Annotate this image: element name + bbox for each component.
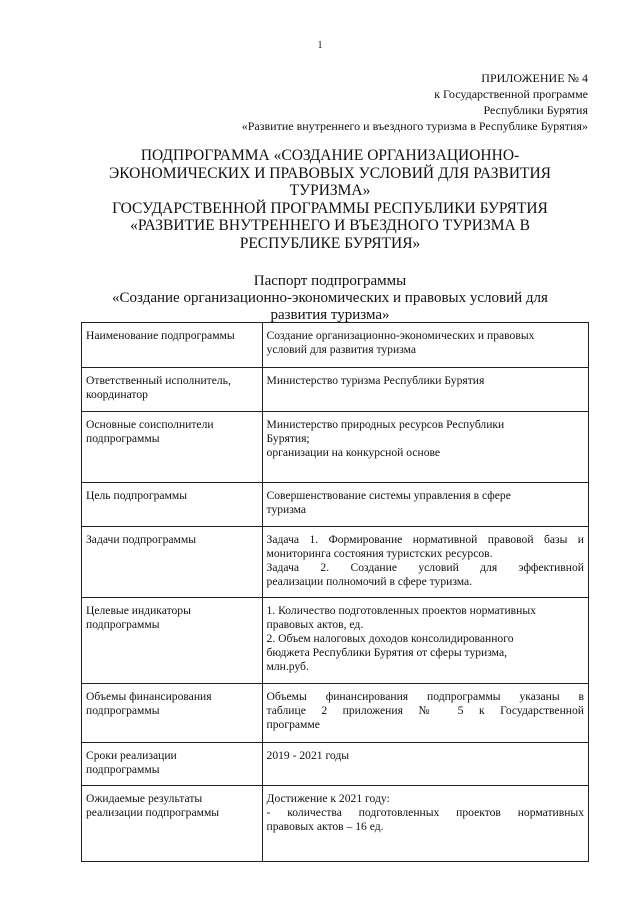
table-row [82,483,589,527]
row-label: Объемы финансирования подпрограммы [82,684,263,743]
row-value: Министерство туризма Республики Бурятия [262,368,588,412]
appendix-line: к Государственной программе [434,87,588,101]
passport-line: «Создание организационно-экономических и правовых условий для [112,290,548,306]
passport-line: Паспорт подпрограммы [253,273,407,289]
passport-heading [60,273,600,324]
appendix-line: Республики Бурятия [483,103,588,117]
row-value: Совершенствование системы управления в сфере туризма [262,483,588,527]
page-number: 1 [317,40,323,51]
row-label: Ответственный исполнитель, координатор [82,368,263,412]
table-row [82,684,589,743]
title-line: ГОСУДАРСТВЕННОЙ ПРОГРАММЫ РЕСПУБЛИКИ БУРЯТИЯ [112,199,548,217]
row-label: Ожидаемые результаты реализации подпрограммы [82,786,263,862]
document-title [60,147,600,252]
row-value: 1. Количество подготовленных проектов нормативных правовых актов, ед. 2. Объем налоговых доходов консолидированного бюджета Республики Бурятия от сферы туризма, млн.руб. [262,598,588,684]
title-line: «РАЗВИТИЕ ВНУТРЕННЕГО И ВЪЕЗДНОГО ТУРИЗМА В [130,217,530,234]
row-value: 2019 - 2021 годы [262,743,588,786]
row-label: Сроки реализации подпрограммы [82,743,263,786]
row-label: Задачи подпрограммы [82,527,263,598]
table-row [82,323,589,368]
table-row [82,743,589,786]
appendix-line: ПРИЛОЖЕНИЕ № 4 [481,71,588,85]
table-row [82,598,589,684]
row-value: Задача 1. Формирование нормативной правовой базы и мониторинга состояния туристских ресурсов. Задача 2. Создание условий для эффективной реализации полномочий в сфере туризма. [262,527,588,598]
appendix-line: «Развитие внутреннего и въездного туризма в Республике Бурятия» [241,119,588,133]
row-label: Целевые индикаторы подпрограммы [82,598,263,684]
title-line: РЕСПУБЛИКЕ БУРЯТИЯ» [239,234,421,252]
table-row [82,412,589,483]
row-label: Цель подпрограммы [82,483,263,527]
row-value: Министерство природных ресурсов Республики Бурятия; организации на конкурсной основе [262,412,588,483]
table-row [82,786,589,862]
table-row [82,527,589,598]
title-line: ТУРИЗМА» [289,182,371,199]
title-line: ПОДПРОГРАММА «СОЗДАНИЕ ОРГАНИЗАЦИОННО- [140,147,520,164]
passport-table [81,322,589,862]
row-value: Достижение к 2021 году: - количества подготовленных проектов нормативных правовых актов – 16 ед. [262,786,588,862]
row-label: Основные соисполнители подпрограммы [82,412,263,483]
appendix-header [242,70,588,134]
table-row [82,368,589,412]
row-value: Создание организационно-экономических и правовых условий для развития туризма [262,323,588,368]
title-line: ЭКОНОМИЧЕСКИХ И ПРАВОВЫХ УСЛОВИЙ ДЛЯ РАЗВИТИЯ [108,164,552,182]
passport-line: развития туризма» [270,307,390,323]
row-value: Объемы финансирования подпрограммы указаны в таблице 2 приложения № 5 к Государственной программе [262,684,588,743]
row-label: Наименование подпрограммы [82,323,263,368]
